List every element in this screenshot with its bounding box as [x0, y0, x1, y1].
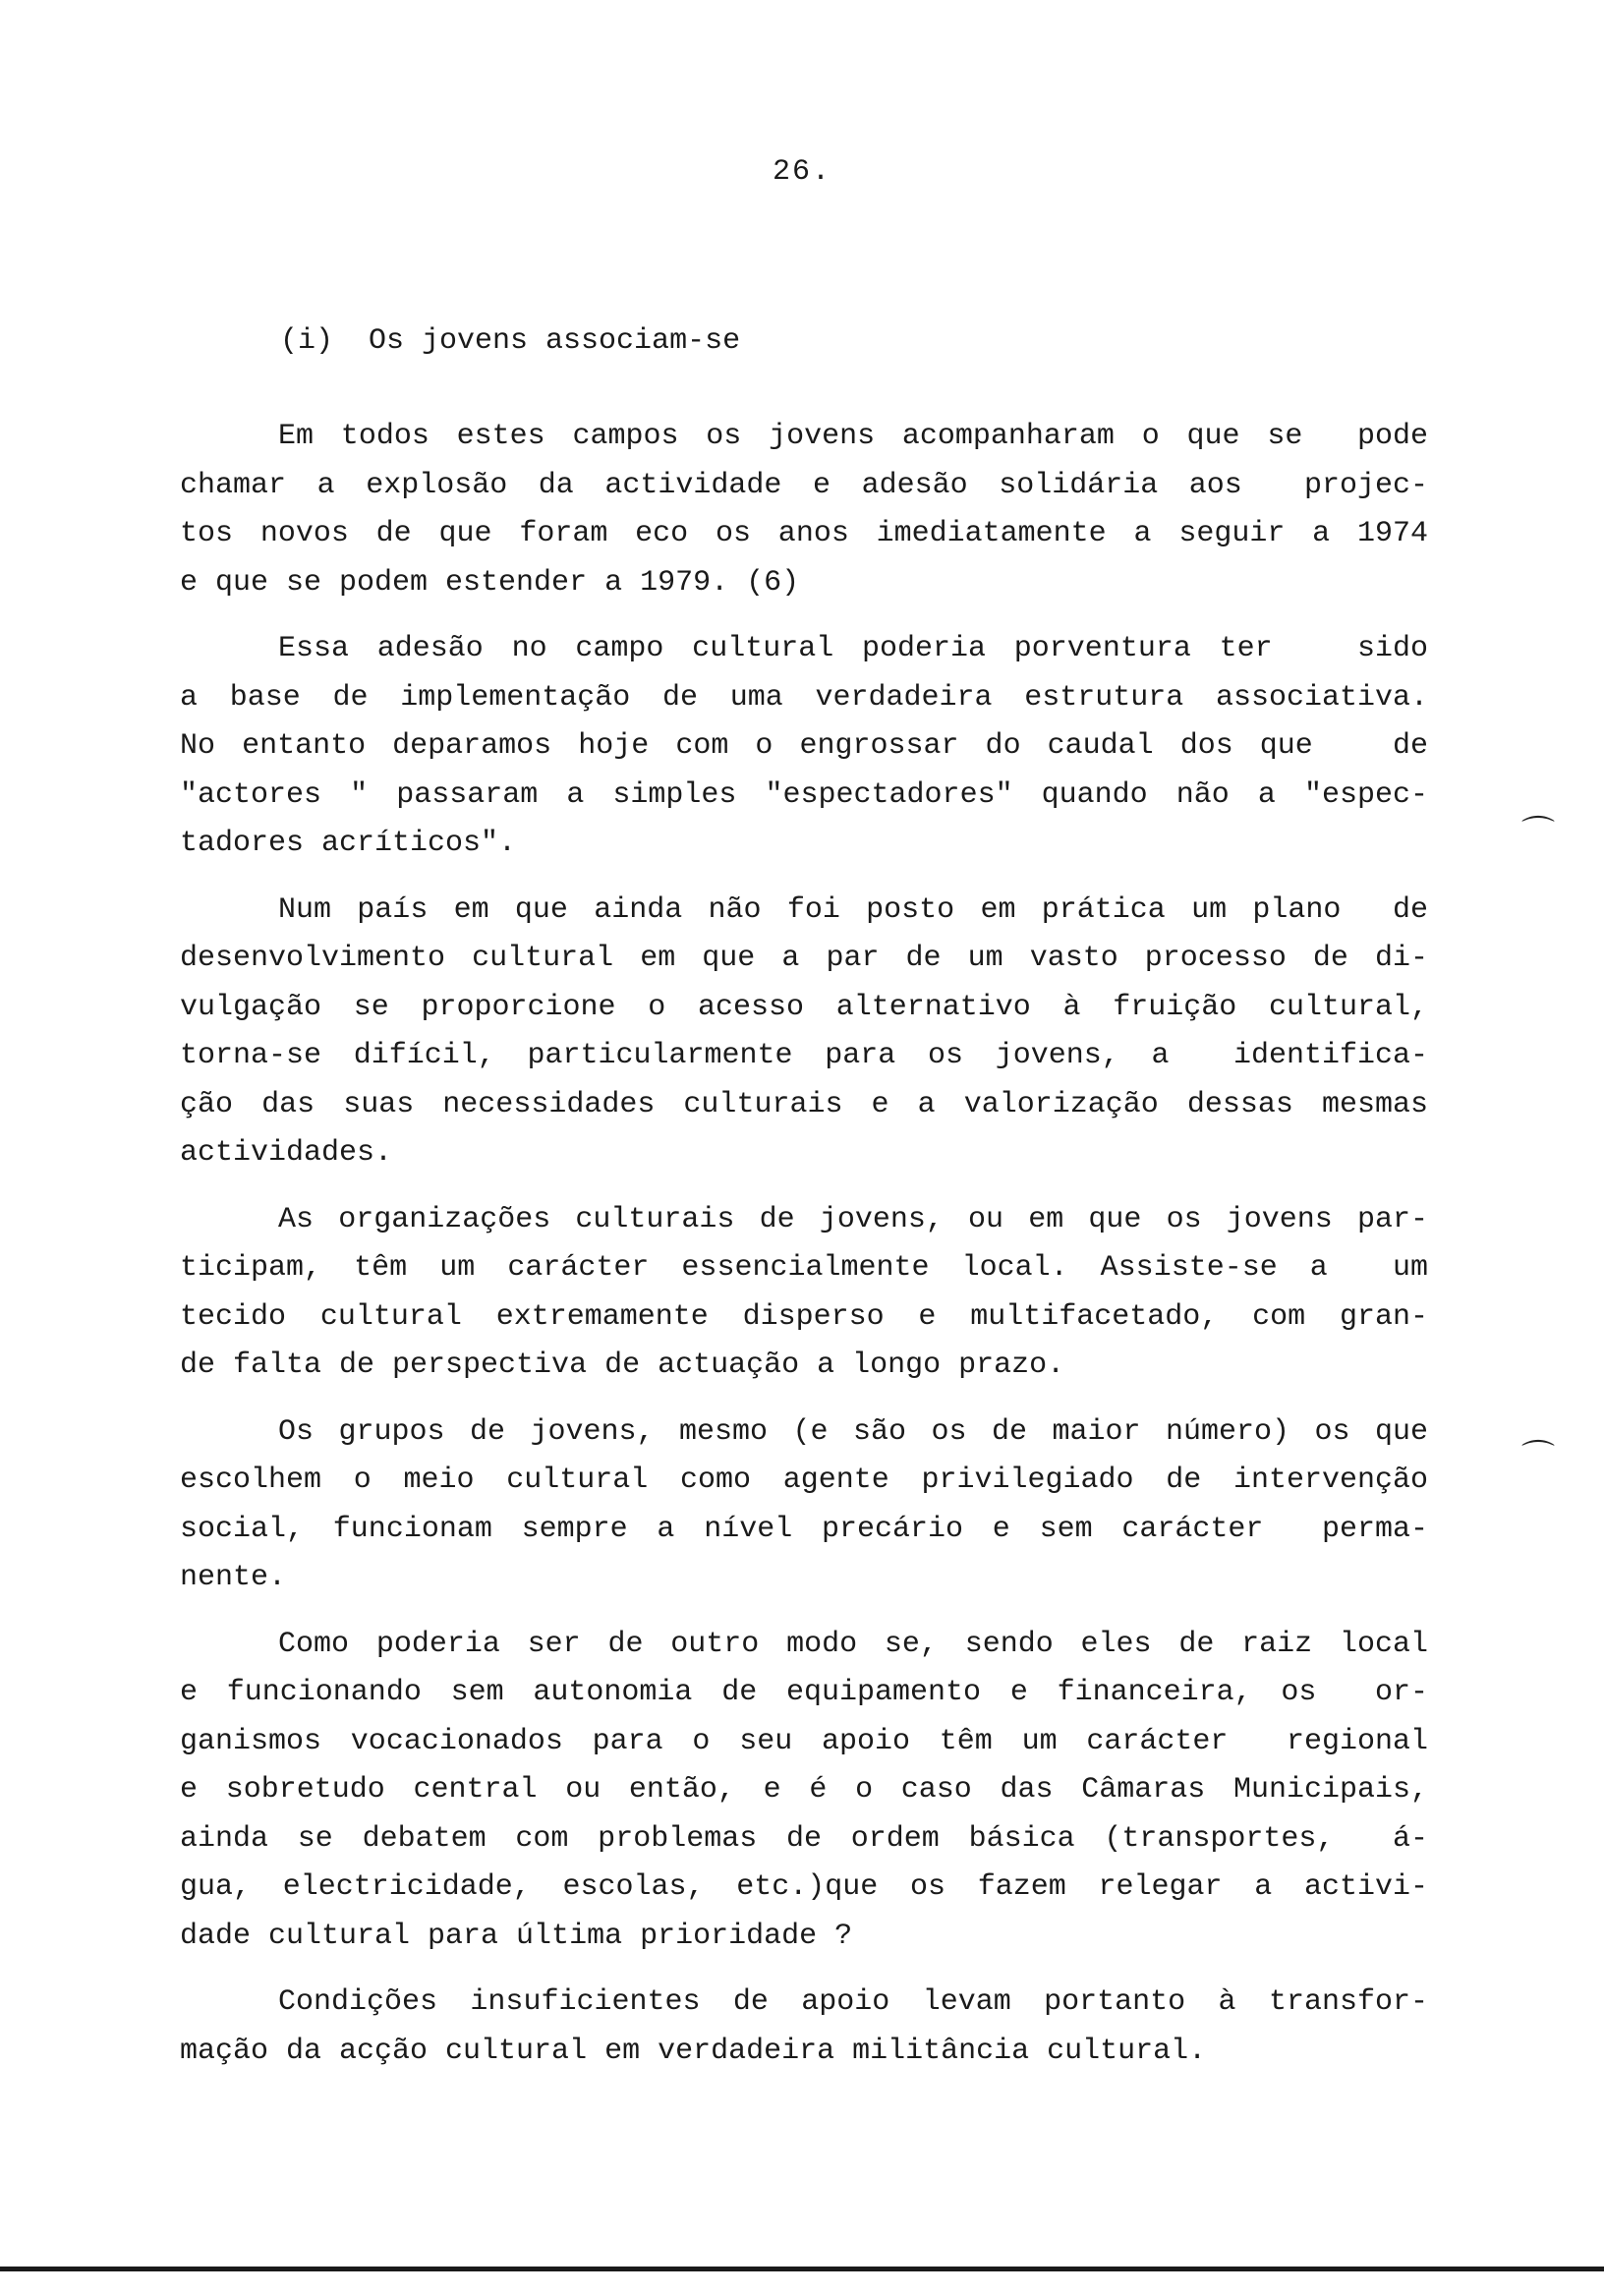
text-line: torna-se difícil, particularmente para os jovens, a identifica- [180, 1039, 1428, 1072]
text-line: de falta de perspectiva de actuação a longo prazo. [180, 1349, 1065, 1382]
paragraph-4 [180, 1196, 1428, 1391]
text-line: social, funcionam sempre a nível precário e sem carácter perma- [180, 1512, 1428, 1546]
text-line: tadores acríticos". [180, 827, 517, 860]
text-line: Em todos estes campos os jovens acompanharam o que se pode [278, 420, 1428, 453]
text-line: No entanto deparamos hoje com o engrossar do caudal dos que de [180, 729, 1428, 763]
paragraph-2 [180, 625, 1428, 869]
text-line: vulgação se proporcione o acesso alternativo à fruição cultural, [180, 990, 1428, 1024]
text-line: ganismos vocacionados para o seu apoio têm um carácter regional [180, 1724, 1428, 1758]
paragraph-1 [180, 413, 1428, 607]
text-line: ção das suas necessidades culturais e a valorização dessas mesmas [180, 1087, 1428, 1121]
body-text [180, 413, 1428, 2094]
text-line: chamar a explosão da actividade e adesão solidária aos projec- [180, 468, 1428, 502]
text-line: ainda se debatem com problemas de ordem básica (transportes, á- [180, 1821, 1428, 1856]
text-line: a base de implementação de uma verdadeira estrutura associativa. [180, 680, 1428, 715]
text-line: Como poderia ser de outro modo se, sendo eles de raiz local [278, 1627, 1428, 1661]
text-line: tos novos de que foram eco os anos imediatamente a seguir a 1974 [180, 517, 1428, 550]
text-line: actividades. [180, 1136, 393, 1170]
text-line: mação da acção cultural em verdadeira militância cultural. [180, 2034, 1207, 2068]
text-line: Os grupos de jovens, mesmo (e são os de maior número) os que [278, 1414, 1428, 1449]
text-line: e funcionando sem autonomia de equipamento e financeira, os or- [180, 1676, 1428, 1709]
text-line: As organizações culturais de jovens, ou em que os jovens par- [278, 1202, 1428, 1236]
text-line: gua, electricidade, escolas, etc.)que os fazem relegar a activi- [180, 1870, 1428, 1904]
text-line: tecido cultural extremamente disperso e multifacetado, com gran- [180, 1299, 1428, 1334]
paragraph-6 [180, 1621, 1428, 1962]
section-heading: (i) Os jovens associam-se [280, 324, 741, 358]
page-number: 26. [772, 155, 831, 189]
text-line: escolhem o meio cultural como agente privilegiado de intervenção [180, 1464, 1428, 1497]
text-line: nente. [180, 1561, 287, 1594]
text-line: Num país em que ainda não foi posto em prática um plano de [278, 892, 1428, 927]
margin-mark: ⌒ [1521, 814, 1555, 853]
text-line: ticipam, têm um carácter essencialmente local. Assiste-se a um [180, 1251, 1428, 1285]
paragraph-7 [180, 1979, 1428, 2076]
paragraph-5 [180, 1408, 1428, 1603]
text-line: Essa adesão no campo cultural poderia porventura ter sido [278, 632, 1428, 665]
text-line: dade cultural para última prioridade ? [180, 1919, 853, 1953]
text-line: e sobretudo central ou então, e é o caso das Câmaras Municipais, [180, 1773, 1428, 1807]
text-line: Condições insuficientes de apoio levam portanto à transfor- [278, 1985, 1428, 2019]
paragraph-3 [180, 887, 1428, 1178]
text-line: e que se podem estender a 1979. (6) [180, 565, 800, 600]
bottom-rule [0, 2267, 1604, 2271]
margin-mark: ⌒ [1521, 1438, 1555, 1477]
text-line: desenvolvimento cultural em que a par de um vasto processo de di- [180, 942, 1428, 975]
text-line: "actores " passaram a simples "espectadores" quando não a "espec- [180, 777, 1428, 812]
